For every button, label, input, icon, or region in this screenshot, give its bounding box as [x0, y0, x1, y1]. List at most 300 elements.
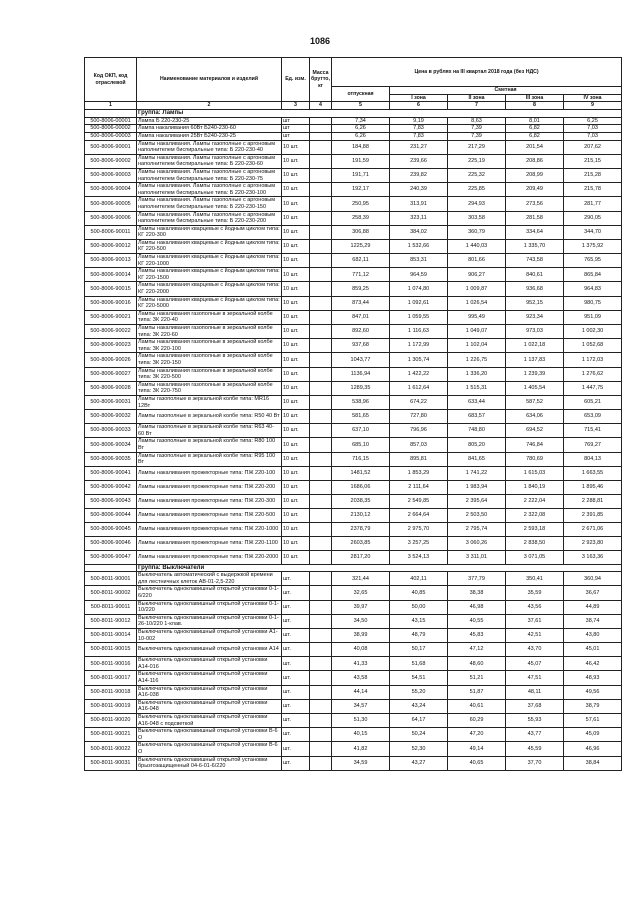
- price-table: [84, 57, 622, 771]
- item-name: Лампы накаливания прожекторные типа: ПЖ 220-500: [137, 508, 282, 522]
- price-zone-2: 51,87: [448, 685, 506, 699]
- price-zone-4: 2 671,06: [564, 522, 622, 536]
- item-unit: шт.: [282, 756, 310, 770]
- item-name: Выключатель одноклавишный открытой установки А14-016: [137, 657, 282, 671]
- group-spacer: [85, 110, 137, 118]
- item-unit: шт.: [282, 742, 310, 756]
- price-zone-3: 2 593,18: [506, 522, 564, 536]
- item-unit: 10 шт.: [282, 536, 310, 550]
- price-release: 2130,12: [332, 508, 390, 522]
- price-zone-2: 303,58: [448, 211, 506, 225]
- item-name: Лампы накаливания. Лампы газополные с аргоновым наполнителем биспиральные типа: Б 220-230-150: [137, 197, 282, 211]
- price-zone-4: 765,95: [564, 254, 622, 268]
- item-mass: [310, 154, 332, 168]
- item-mass: [310, 310, 332, 324]
- item-code: 500-8011-90016: [85, 657, 137, 671]
- price-release: 6,26: [332, 132, 390, 140]
- item-code: 500-8006-90001: [85, 140, 137, 154]
- item-name: Выключатель одноклавишный открытой установки В-6 О: [137, 728, 282, 742]
- item-name: Выключатель автоматический с выдержкой времени для лестничных клеток АВ-01-2,5-220: [137, 572, 282, 586]
- price-zone-4: 980,75: [564, 296, 622, 310]
- price-zone-2: 2 795,74: [448, 522, 506, 536]
- price-zone-4: 2 288,81: [564, 494, 622, 508]
- price-zone-3: 587,52: [506, 395, 564, 409]
- price-zone-4: 605,21: [564, 395, 622, 409]
- table-row: [85, 339, 622, 353]
- item-name: Выключатель одноклавишный открытой установки А14: [137, 643, 282, 657]
- price-zone-2: 3 060,26: [448, 536, 506, 550]
- item-name: Лампы накаливания газополные в зеркальной колбе типа: ЗК 220-40: [137, 310, 282, 324]
- header-name: Наименование материалов и изделий: [137, 58, 282, 102]
- price-zone-1: 50,00: [390, 600, 448, 614]
- item-mass: [310, 381, 332, 395]
- item-name: Лампы газополные в зеркальной колбе типа: МR16 12Вт: [137, 395, 282, 409]
- price-zone-4: 1 052,68: [564, 339, 622, 353]
- price-zone-4: 38,84: [564, 756, 622, 770]
- table-row: [85, 395, 622, 409]
- price-zone-3: 47,51: [506, 671, 564, 685]
- price-zone-2: 46,98: [448, 600, 506, 614]
- price-zone-2: 225,19: [448, 154, 506, 168]
- item-name: Лампа накаливания 60Вт Б240-230-60: [137, 125, 282, 133]
- item-unit: 10 шт.: [282, 466, 310, 480]
- header-release: отпускная: [332, 87, 390, 102]
- table-row: [85, 643, 622, 657]
- table-row: [85, 117, 622, 125]
- item-name: Выключатель одноклавишный открытой установки брызгозащищенный 04-6-01-6/220: [137, 756, 282, 770]
- price-zone-4: 964,83: [564, 282, 622, 296]
- price-zone-1: 853,31: [390, 254, 448, 268]
- item-code: 500-8011-90001: [85, 572, 137, 586]
- price-release: 538,96: [332, 395, 390, 409]
- price-zone-4: 46,96: [564, 742, 622, 756]
- price-release: 258,39: [332, 211, 390, 225]
- table-row: [85, 629, 622, 643]
- price-zone-2: 1 515,31: [448, 381, 506, 395]
- price-release: 2603,85: [332, 536, 390, 550]
- item-code: 500-8006-90012: [85, 239, 137, 253]
- table-row: [85, 657, 622, 671]
- price-zone-4: 45,09: [564, 728, 622, 742]
- item-mass: [310, 438, 332, 452]
- price-zone-4: 57,61: [564, 713, 622, 727]
- price-zone-3: 3 071,05: [506, 550, 564, 564]
- price-release: 34,50: [332, 614, 390, 628]
- item-mass: [310, 325, 332, 339]
- item-code: 500-8011-90017: [85, 671, 137, 685]
- item-unit: 10 шт.: [282, 140, 310, 154]
- price-zone-1: 964,59: [390, 268, 448, 282]
- price-zone-2: 995,49: [448, 310, 506, 324]
- price-zone-3: 743,58: [506, 254, 564, 268]
- item-name: Выключатель одноклавишный открытой установки 0-1-26-10/220 1-клав.: [137, 614, 282, 628]
- item-name: Лампы накаливания прожекторные типа: ПЖ 220-1000: [137, 522, 282, 536]
- item-unit: 10 шт.: [282, 381, 310, 395]
- item-name: Лампы накаливания кварцевые с йодным циклом типа: КГ 220-5000: [138, 296, 280, 310]
- item-name: Лампы накаливания газополные в зеркальной колбе типа: ЗК 220-100: [137, 339, 282, 353]
- table-row: [85, 132, 622, 140]
- item-mass: [310, 522, 332, 536]
- price-release: 859,25: [332, 282, 390, 296]
- item-name: Лампы накаливания. Лампы газополные с аргоновым наполнителем биспиральные типа: Б 220-230-100: [137, 183, 282, 197]
- price-release: 321,44: [332, 572, 390, 586]
- item-unit: шт.: [282, 685, 310, 699]
- item-mass: [310, 296, 332, 310]
- price-zone-4: 215,78: [564, 183, 622, 197]
- table-row: [85, 197, 622, 211]
- col-number: 6: [390, 102, 448, 110]
- item-code: 500-8011-90020: [85, 713, 137, 727]
- price-zone-2: 7,39: [448, 132, 506, 140]
- header-zone-2: II зона: [448, 94, 506, 102]
- price-release: 51,30: [332, 713, 390, 727]
- price-release: 7,34: [332, 117, 390, 125]
- price-release: 637,10: [332, 424, 390, 438]
- price-zone-4: 804,13: [564, 452, 622, 466]
- item-mass: [310, 239, 332, 253]
- item-code: 500-8006-90044: [85, 508, 137, 522]
- price-release: 937,68: [332, 339, 390, 353]
- price-zone-1: 1 092,61: [390, 296, 448, 310]
- price-zone-4: 215,28: [564, 168, 622, 182]
- item-unit: 10 шт.: [282, 353, 310, 367]
- price-zone-1: 402,11: [390, 572, 448, 586]
- item-mass: [310, 536, 332, 550]
- price-zone-1: 313,91: [390, 197, 448, 211]
- price-zone-2: 217,29: [448, 140, 506, 154]
- price-zone-4: 36,67: [564, 586, 622, 600]
- price-zone-2: 377,79: [448, 572, 506, 586]
- item-mass: [310, 550, 332, 564]
- table-row: [85, 296, 622, 310]
- price-zone-4: 49,56: [564, 685, 622, 699]
- item-unit: 10 шт.: [282, 480, 310, 494]
- item-code: 500-8006-90005: [85, 197, 137, 211]
- item-mass: [310, 183, 332, 197]
- price-release: 6,26: [332, 125, 390, 133]
- item-mass: [310, 225, 332, 239]
- price-zone-3: 334,64: [506, 225, 564, 239]
- price-release: 716,15: [332, 452, 390, 466]
- item-name: Лампы накаливания кварцевые с йодным циклом типа: КГ 220-1000: [138, 254, 280, 267]
- price-zone-1: 239,82: [390, 168, 448, 182]
- price-release: 40,15: [332, 728, 390, 742]
- item-mass: [310, 211, 332, 225]
- item-name: Лампы накаливания. Лампы газополные с аргоновым наполнителем биспиральные типа: Б 220-230-75: [137, 168, 282, 182]
- item-code: 500-8006-90043: [85, 494, 137, 508]
- item-mass: [310, 728, 332, 742]
- price-release: 2038,35: [332, 494, 390, 508]
- item-name: Выключатель одноклавишный открытой установки 0-1-10/220: [137, 600, 282, 614]
- item-code: 500-8006-90004: [85, 183, 137, 197]
- item-unit: 10 шт.: [282, 183, 310, 197]
- table-row: [85, 671, 622, 685]
- price-zone-4: 344,70: [564, 225, 622, 239]
- item-unit: 10 шт.: [282, 310, 310, 324]
- item-code: 500-8011-90012: [85, 614, 137, 628]
- col-number: 7: [448, 102, 506, 110]
- price-zone-3: 45,59: [506, 742, 564, 756]
- price-zone-1: 1 074,80: [390, 282, 448, 296]
- item-unit: 10 шт.: [282, 438, 310, 452]
- price-release: 1686,06: [332, 480, 390, 494]
- item-name: Лампы накаливания прожекторные типа: ПЖ 220-2000: [137, 550, 282, 564]
- price-zone-2: 360,79: [448, 225, 506, 239]
- price-release: 1289,35: [332, 381, 390, 395]
- item-unit: 10 шт.: [282, 550, 310, 564]
- price-release: 1225,29: [332, 239, 390, 253]
- item-code: 500-8011-90002: [85, 586, 137, 600]
- table-row: [85, 536, 622, 550]
- item-name: Выключатель одноклавишный открытой установки 0-1-6/220: [137, 586, 282, 600]
- price-zone-1: 1 532,66: [390, 239, 448, 253]
- price-zone-3: 936,68: [506, 282, 564, 296]
- price-zone-3: 2 838,50: [506, 536, 564, 550]
- price-zone-2: 40,61: [448, 699, 506, 713]
- item-mass: [310, 452, 332, 466]
- item-mass: [310, 168, 332, 182]
- item-unit: 10 шт.: [282, 211, 310, 225]
- item-mass: [310, 586, 332, 600]
- price-zone-3: 8,01: [506, 117, 564, 125]
- item-name: Лампы накаливания кварцевые с йодным циклом типа: КГ 220-500: [138, 239, 280, 253]
- item-code: 500-8006-90027: [85, 367, 137, 381]
- item-mass: [310, 756, 332, 770]
- header-code: Код ОКП, код отраслевой: [85, 58, 137, 102]
- table-row: [85, 522, 622, 536]
- item-code: 500-8006-90035: [85, 452, 137, 466]
- item-code: 500-8006-90023: [85, 339, 137, 353]
- price-zone-1: 7,83: [390, 125, 448, 133]
- group-spacer: [85, 564, 137, 572]
- table-row: [85, 466, 622, 480]
- price-zone-1: 50,24: [390, 728, 448, 742]
- item-mass: [310, 125, 332, 133]
- price-zone-4: 207,62: [564, 140, 622, 154]
- group-label: Группа: Лампы: [137, 110, 622, 118]
- table-row: [85, 713, 622, 727]
- price-zone-3: 6,82: [506, 125, 564, 133]
- price-zone-1: 52,30: [390, 742, 448, 756]
- price-zone-2: 7,39: [448, 125, 506, 133]
- price-release: 39,97: [332, 600, 390, 614]
- price-zone-4: 2 923,80: [564, 536, 622, 550]
- price-zone-1: 7,83: [390, 132, 448, 140]
- price-zone-3: 1 405,54: [506, 381, 564, 395]
- page-number: 1086: [309, 36, 331, 46]
- item-code: 500-8006-00001: [85, 117, 137, 125]
- item-code: 500-8011-90019: [85, 699, 137, 713]
- table-row: [85, 614, 622, 628]
- price-zone-1: 43,15: [390, 614, 448, 628]
- price-zone-4: 951,09: [564, 310, 622, 324]
- item-unit: шт: [282, 117, 310, 125]
- item-code: 500-8006-90015: [85, 282, 137, 296]
- price-zone-2: 1 102,04: [448, 339, 506, 353]
- price-release: 43,58: [332, 671, 390, 685]
- price-release: 38,99: [332, 629, 390, 643]
- item-code: 500-8006-00002: [85, 125, 137, 133]
- col-number: 5: [332, 102, 390, 110]
- price-zone-2: 1 049,07: [448, 325, 506, 339]
- item-name: Выключатель одноклавишный открытой установки А14-116: [137, 671, 282, 685]
- price-zone-3: 2 322,08: [506, 508, 564, 522]
- item-code: 500-8011-90022: [85, 742, 137, 756]
- price-zone-3: 35,59: [506, 586, 564, 600]
- item-unit: шт.: [282, 614, 310, 628]
- price-zone-3: 1 840,19: [506, 480, 564, 494]
- item-unit: шт.: [282, 586, 310, 600]
- price-zone-1: 231,27: [390, 140, 448, 154]
- price-zone-3: 973,03: [506, 325, 564, 339]
- item-unit: 10 шт.: [282, 296, 310, 310]
- item-mass: [310, 643, 332, 657]
- item-code: 500-8006-90021: [85, 310, 137, 324]
- header-zone-3: III зона: [506, 94, 564, 102]
- item-unit: 10 шт.: [282, 410, 310, 424]
- price-zone-2: 294,93: [448, 197, 506, 211]
- price-zone-1: 857,03: [390, 438, 448, 452]
- price-zone-3: 694,52: [506, 424, 564, 438]
- price-zone-2: 48,60: [448, 657, 506, 671]
- price-release: 250,95: [332, 197, 390, 211]
- item-mass: [310, 339, 332, 353]
- item-code: 500-8006-90047: [85, 550, 137, 564]
- item-mass: [310, 657, 332, 671]
- price-zone-3: 1 335,70: [506, 239, 564, 253]
- price-zone-4: 3 163,36: [564, 550, 622, 564]
- item-unit: 10 шт.: [282, 367, 310, 381]
- table-row: [85, 183, 622, 197]
- price-zone-1: 3 524,13: [390, 550, 448, 564]
- item-mass: [310, 742, 332, 756]
- price-zone-1: 64,17: [390, 713, 448, 727]
- item-unit: 10 шт.: [282, 494, 310, 508]
- price-release: 1481,52: [332, 466, 390, 480]
- item-mass: [310, 395, 332, 409]
- item-mass: [310, 117, 332, 125]
- price-zone-2: 47,12: [448, 643, 506, 657]
- price-zone-4: 45,01: [564, 643, 622, 657]
- item-code: 500-8006-90011: [85, 225, 137, 239]
- price-release: 41,33: [332, 657, 390, 671]
- item-unit: 10 шт.: [282, 254, 310, 268]
- item-name: Лампы газополные в зеркальной колбе типа: R80 100 Вт: [137, 438, 282, 452]
- item-mass: [310, 572, 332, 586]
- item-unit: шт: [282, 132, 310, 140]
- item-mass: [310, 671, 332, 685]
- table-row: [85, 325, 622, 339]
- item-name: Лампы накаливания кварцевые с йодным циклом типа: КГ 220-2000: [138, 282, 280, 296]
- price-release: 34,57: [332, 699, 390, 713]
- table-row: [85, 480, 622, 494]
- item-mass: [310, 268, 332, 282]
- item-code: 500-8006-90028: [85, 381, 137, 395]
- group-label: Группа: Выключатели: [137, 564, 622, 572]
- item-name: Лампы накаливания прожекторные типа: ПЖ 220-300: [137, 494, 282, 508]
- price-zone-1: 2 111,64: [390, 480, 448, 494]
- item-code: 500-8006-90031: [85, 395, 137, 409]
- price-release: 192,17: [332, 183, 390, 197]
- item-code: 500-8006-90006: [85, 211, 137, 225]
- item-mass: [310, 132, 332, 140]
- item-unit: шт.: [282, 600, 310, 614]
- price-zone-1: 40,85: [390, 586, 448, 600]
- price-zone-1: 54,51: [390, 671, 448, 685]
- price-zone-2: 60,29: [448, 713, 506, 727]
- col-number: 9: [564, 102, 622, 110]
- price-zone-4: 46,42: [564, 657, 622, 671]
- price-release: 685,10: [332, 438, 390, 452]
- price-zone-2: 8,63: [448, 117, 506, 125]
- table-row: [85, 685, 622, 699]
- price-zone-1: 43,27: [390, 756, 448, 770]
- price-zone-3: 48,11: [506, 685, 564, 699]
- item-name: Лампы газополные в зеркальной колбе типа: R50 40 Вт: [137, 410, 282, 424]
- price-zone-2: 1 440,03: [448, 239, 506, 253]
- item-code: 500-8006-90033: [85, 424, 137, 438]
- price-zone-1: 48,79: [390, 629, 448, 643]
- price-release: 44,14: [332, 685, 390, 699]
- item-mass: [310, 254, 332, 268]
- item-name: Лампа Б 220-230-25: [137, 117, 282, 125]
- price-zone-1: 1 172,99: [390, 339, 448, 353]
- price-zone-4: 1 447,75: [564, 381, 622, 395]
- table-row: [85, 586, 622, 600]
- price-zone-2: 805,20: [448, 438, 506, 452]
- price-zone-2: 748,80: [448, 424, 506, 438]
- price-zone-2: 2 503,50: [448, 508, 506, 522]
- price-zone-1: 1 853,29: [390, 466, 448, 480]
- header-zone-1: I зона: [390, 94, 448, 102]
- price-zone-4: 1 172,03: [564, 353, 622, 367]
- price-zone-4: 38,79: [564, 699, 622, 713]
- price-zone-3: 209,49: [506, 183, 564, 197]
- price-zone-1: 240,39: [390, 183, 448, 197]
- price-zone-1: 1 422,22: [390, 367, 448, 381]
- price-zone-4: 2 391,85: [564, 508, 622, 522]
- price-zone-2: 683,57: [448, 410, 506, 424]
- price-zone-3: 208,86: [506, 154, 564, 168]
- price-zone-3: 952,15: [506, 296, 564, 310]
- price-zone-1: 384,02: [390, 225, 448, 239]
- price-zone-3: 37,70: [506, 756, 564, 770]
- col-number: 1: [85, 102, 137, 110]
- price-zone-4: 43,80: [564, 629, 622, 643]
- price-zone-2: 1 336,20: [448, 367, 506, 381]
- price-zone-3: 1 615,03: [506, 466, 564, 480]
- item-mass: [310, 629, 332, 643]
- price-zone-3: 6,82: [506, 132, 564, 140]
- price-zone-2: 51,21: [448, 671, 506, 685]
- item-name: Выключатель одноклавишный открытой установки А16-038: [137, 685, 282, 699]
- item-name: Лампы накаливания. Лампы газополные с аргоновым наполнителем биспиральные типа: Б 220-230-60: [137, 154, 282, 168]
- table-row: [85, 310, 622, 324]
- item-code: 500-8011-90014: [85, 629, 137, 643]
- price-release: 892,60: [332, 325, 390, 339]
- price-zone-2: 38,38: [448, 586, 506, 600]
- table-row: [85, 125, 622, 133]
- item-mass: [310, 353, 332, 367]
- price-zone-2: 49,14: [448, 742, 506, 756]
- item-name: Лампы накаливания газополные в зеркальной колбе типа: ЗК 220-500: [137, 367, 282, 381]
- price-zone-2: 906,27: [448, 268, 506, 282]
- item-code: 500-8006-90013: [85, 254, 137, 268]
- price-zone-2: 47,20: [448, 728, 506, 742]
- item-unit: шт.: [282, 713, 310, 727]
- price-zone-4: 360,94: [564, 572, 622, 586]
- price-zone-2: 841,65: [448, 452, 506, 466]
